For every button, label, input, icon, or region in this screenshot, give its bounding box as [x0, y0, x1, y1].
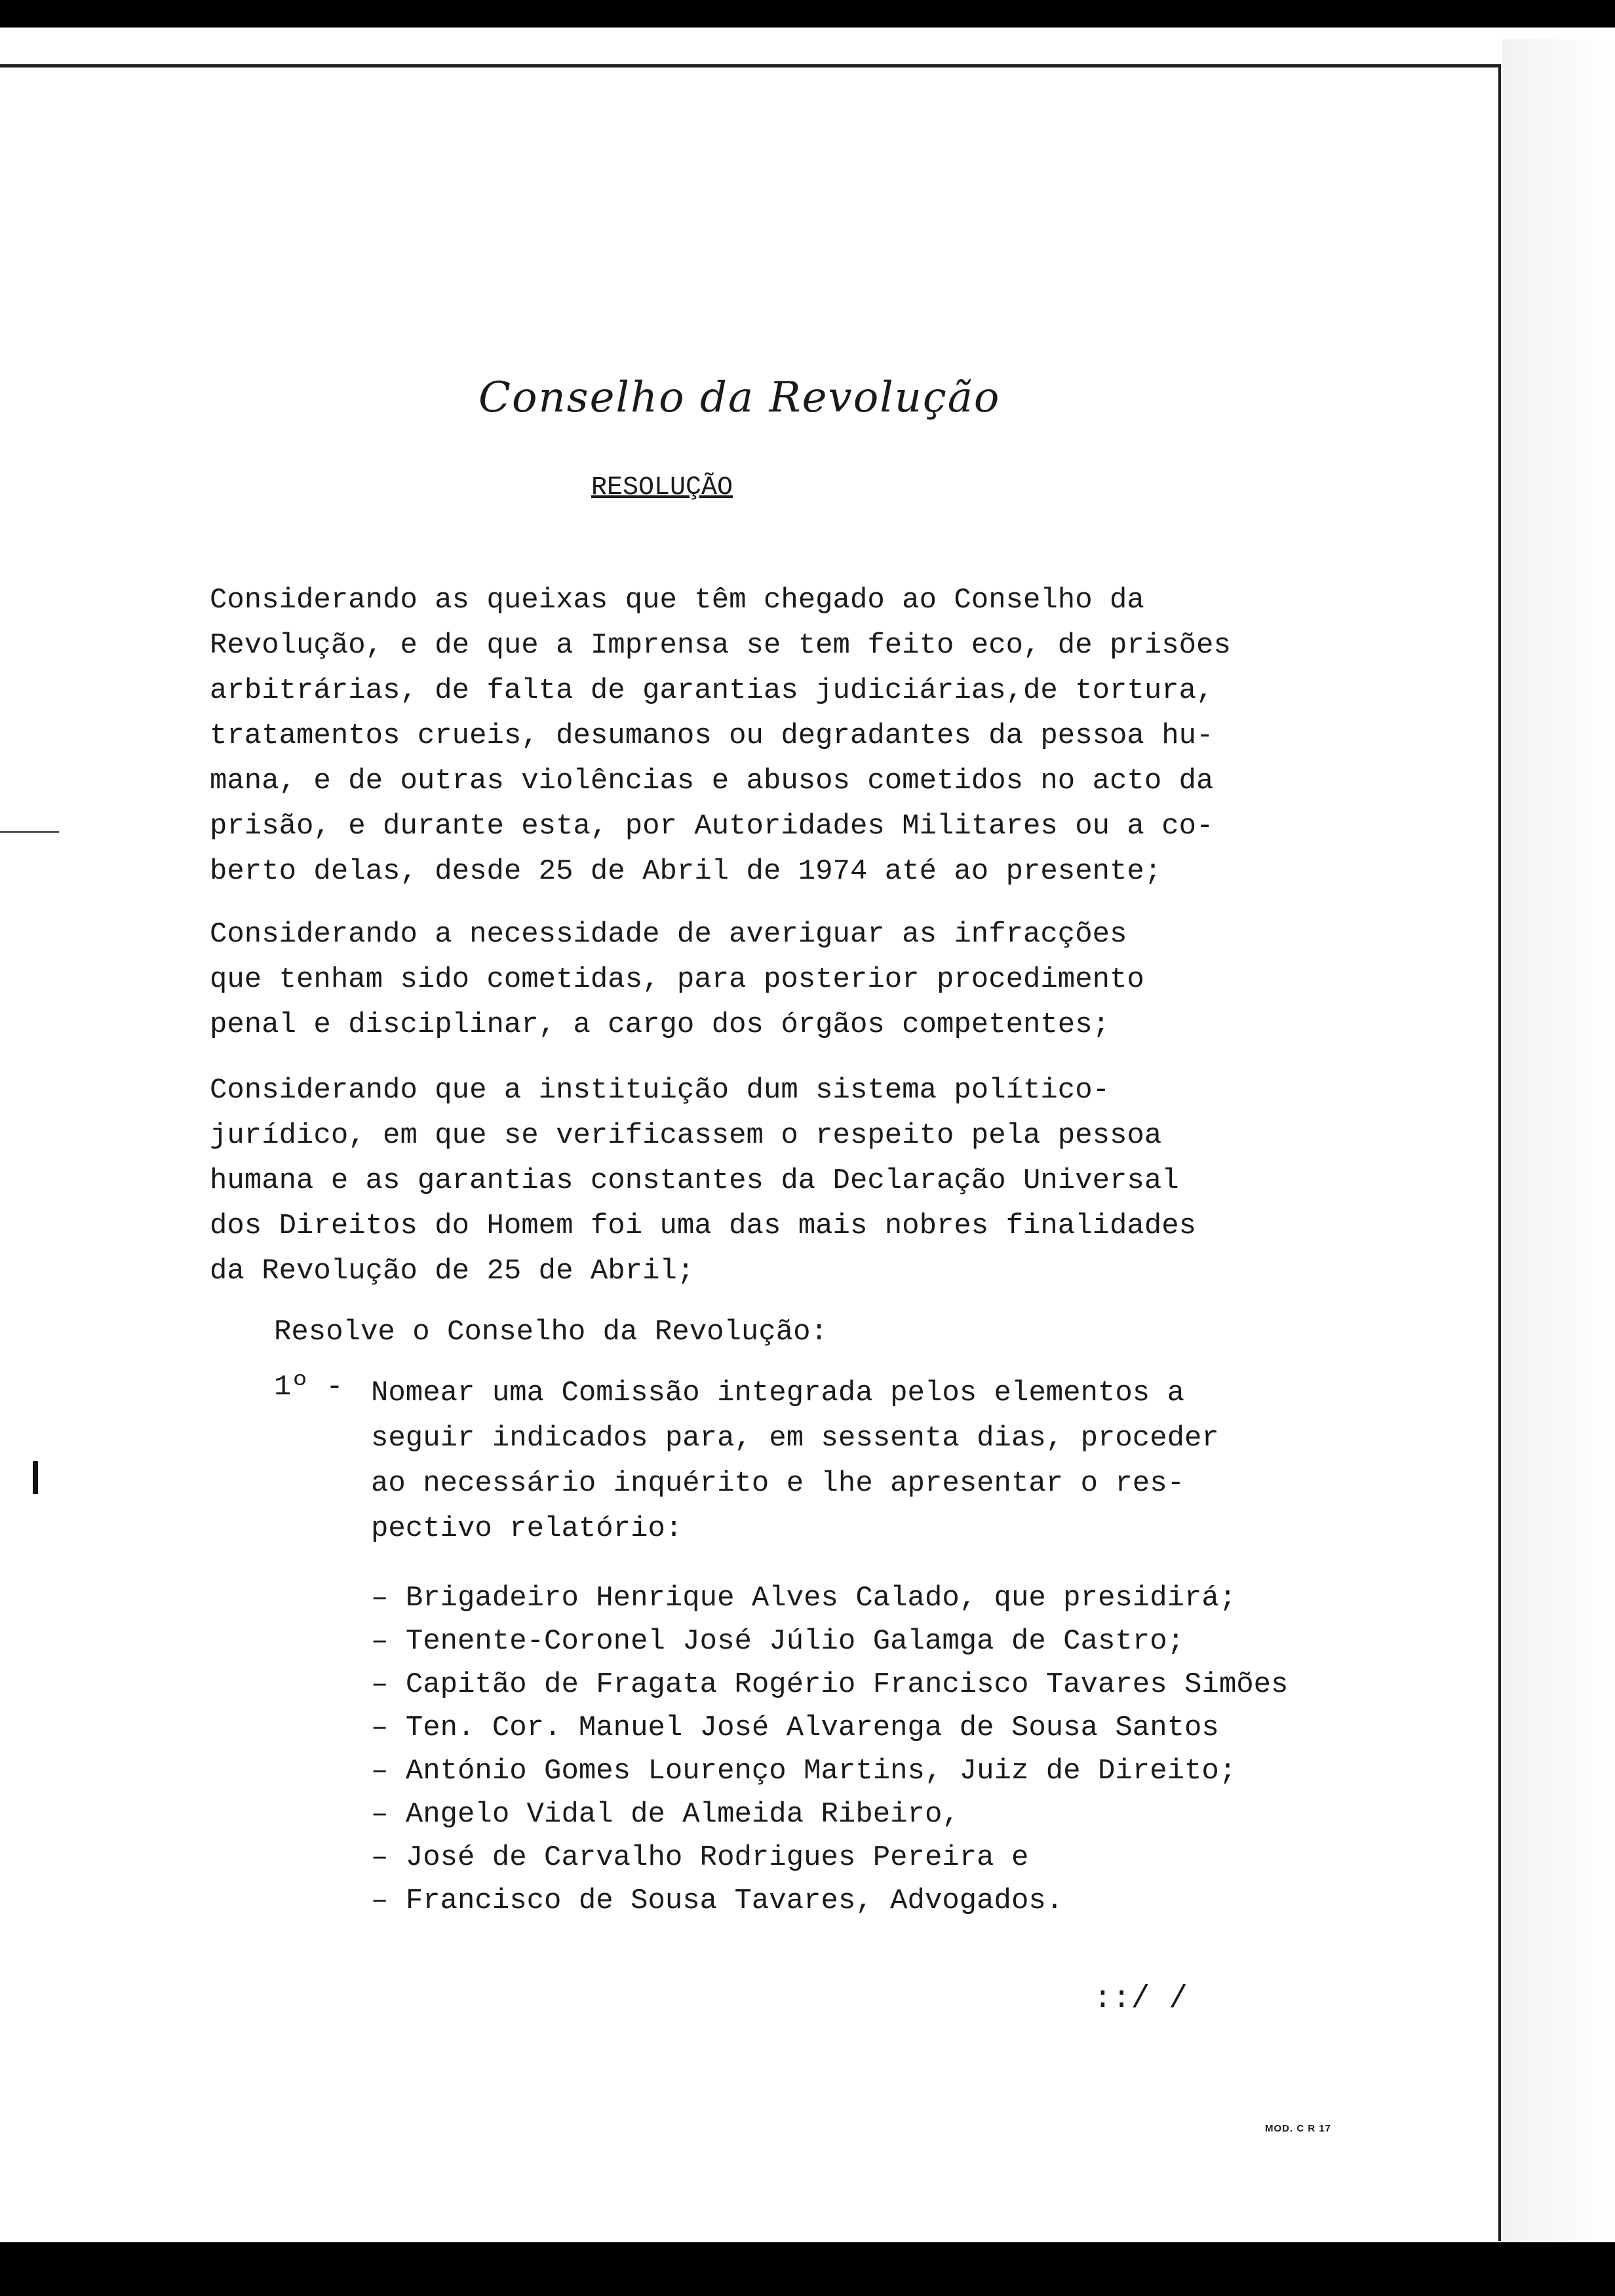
scan-border-bottom	[0, 2242, 1615, 2296]
continuation-mark: ::/ /	[1093, 1981, 1188, 2017]
scan-edge-right	[1498, 66, 1501, 2241]
commission-members	[371, 1577, 1288, 1923]
member-7: – José de Carvalho Rodrigues Pereira e	[371, 1836, 1288, 1879]
member-2: – Tenente-Coronel José Júlio Galamga de Castro;	[371, 1620, 1288, 1663]
scan-border-top	[0, 0, 1615, 28]
member-8: – Francisco de Sousa Tavares, Advogados.	[371, 1879, 1288, 1923]
member-1: – Brigadeiro Henrique Alves Calado, que presidirá;	[371, 1577, 1288, 1620]
form-code: MOD. C R 17	[1265, 2123, 1332, 2134]
paragraph-1: Considerando as queixas que têm chegado ao Conselho da Revolução, e de que a Imprensa se tem feito eco, de prisões arbitrárias, de falta de garantias judiciárias,de tortura, tratamentos crueis, desumanos ou degradantes da pessoa hu- mana, e de outras violências e abusos cometidos no acto da prisão, e durante esta, por Autoridades Militares ou a co- berto delas, desde 25 de Abril de 1974 até ao presente;	[210, 584, 1231, 888]
scan-mark-left	[0, 831, 59, 833]
item-text: Nomear uma Comissão integrada pelos elementos a seguir indicados para, em sessenta dias, proceder ao necessário inquérito e lhe apresentar o res- pectivo relatório:	[371, 1377, 1219, 1545]
document-title: RESOLUÇÃO	[591, 473, 733, 503]
paragraph-3: Considerando que a instituição dum sistema político- jurídico, em que se verificassem o respeito pela pessoa humana e as garantias constantes da Declaração Universal dos Direitos do Homem foi uma das mais nobres finalidades da Revolução de 25 de Abril;	[210, 1074, 1197, 1288]
item-number: 1º -	[274, 1371, 343, 1404]
member-5: – António Gomes Lourenço Martins, Juiz de Direito;	[371, 1750, 1288, 1793]
scan-rule-top	[0, 64, 1501, 67]
member-6: – Angelo Vidal de Almeida Ribeiro,	[371, 1793, 1288, 1836]
letterhead: Conselho da Revolução	[478, 373, 1001, 422]
resolve-line: Resolve o Conselho da Revolução:	[274, 1316, 828, 1349]
member-3: – Capitão de Fragata Rogério Francisco Tavares Simões	[371, 1663, 1288, 1706]
member-4: – Ten. Cor. Manuel José Alvarenga de Sousa Santos	[371, 1706, 1288, 1750]
paragraph-2: Considerando a necessidade de averiguar as infracções que tenham sido cometidas, para posterior procedimento penal e disciplinar, a cargo dos órgãos competentes;	[210, 918, 1144, 1041]
scan-shadow-right	[1502, 39, 1615, 2248]
scan-tick-left	[33, 1461, 38, 1494]
